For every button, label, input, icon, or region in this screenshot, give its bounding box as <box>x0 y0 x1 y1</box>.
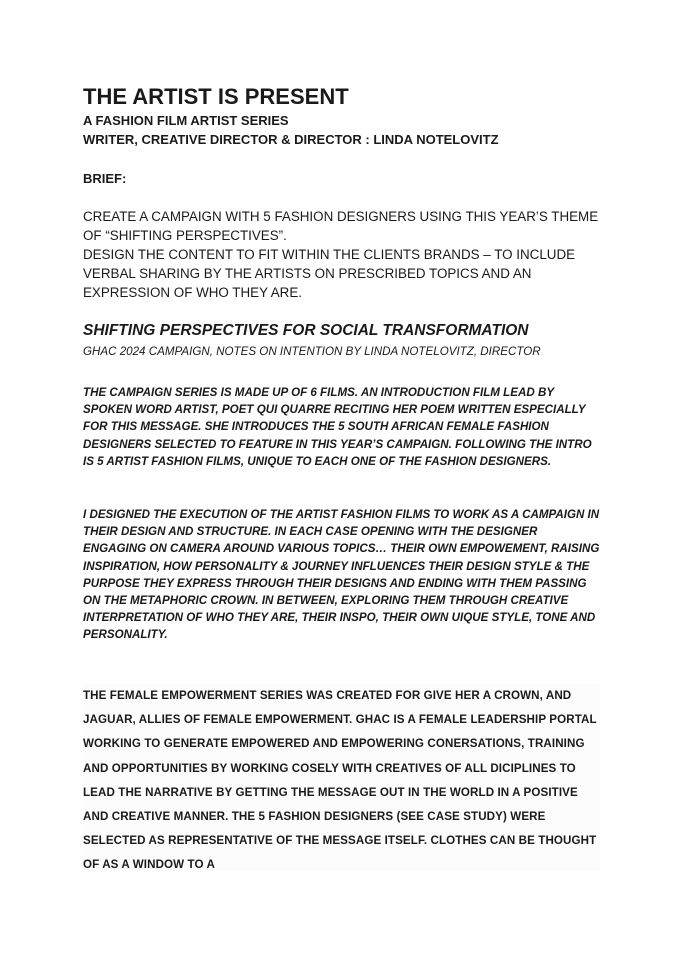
empowerment-paragraph: THE FEMALE EMPOWERMENT SERIES WAS CREATED FOR GIVE HER A CROWN, AND JAGUAR, ALLIES OF FEMALE EMPOWERMENT. GHAC IS A FEMALE LEADERSHIP PORTAL WORKING TO GENERATE EMPOWERED AND EMPOWERING CONERSATIONS, TRAINING AND OPPORTUNITIES BY WORKING COSELY WITH CREATIVES OF ALL DICIPLINES TO LEAD THE NARRATIVE BY GETTING THE MESSAGE OUT IN THE WORLD IN A POSITIVE AND CREATIVE MANNER. THE 5 FASHION DESIGNERS (SEE CASE STUDY) WERE SELECTED AS REPRESENTATIVE OF THE MESSAGE ITSELF. CLOTHES CAN BE THOUGHT OF AS A WINDOW TO A <box>83 684 600 871</box>
brief-paragraph: CREATE A CAMPAIGN WITH 5 FASHION DESIGNERS USING THIS YEAR’S THEME OF “SHIFTING PERSPECTIVES”. <box>83 209 599 243</box>
intention-paragraph: I DESIGNED THE EXECUTION OF THE ARTIST FASHION FILMS TO WORK AS A CAMPAIGN IN THEIR DESIGN AND STRUCTURE. IN EACH CASE OPENING WITH THE DESIGNER ENGAGING ON CAMERA AROUND VARIOUS TOPICS… THEIR OWN EMPOWEMENT, RAISING INSPIRATION, HOW PERSONALITY & JOURNEY INFLUENCES THEIR DESIGN STYLE & THE PURPOSE THEY EXPRESS THROUGH THEIR DESIGNS AND ENDING WITH THEM PASSING ON THE METAPHORIC CROWN. IN BETWEEN, EXPLORING THEM THROUGH CREATIVE INTERPRETATION OF WHO THEY ARE, THEIR INSPO, THEIR OWN UIQUE STYLE, TONE AND PERSONALITY. <box>83 508 600 642</box>
brief-paragraph: DESIGN THE CONTENT TO FIT WITHIN THE CLIENTS BRANDS – TO INCLUDE VERBAL SHARING BY THE ARTISTS ON PRESCRIBED TOPICS AND AN EXPRESSION OF WHO THEY ARE. <box>83 247 576 300</box>
section-heading: SHIFTING PERSPECTIVES FOR SOCIAL TRANSFORMATION <box>83 322 529 339</box>
document-credits: WRITER, CREATIVE DIRECTOR & DIRECTOR : LINDA NOTELOVITZ <box>83 132 499 147</box>
document-subtitle: A FASHION FILM ARTIST SERIES <box>83 113 289 128</box>
brief-label: BRIEF: <box>83 171 127 186</box>
intention-paragraph: THE CAMPAIGN SERIES IS MADE UP OF 6 FILMS. AN INTRODUCTION FILM LEAD BY SPOKEN WORD ARTIST, POET QUI QUARRE RECITING HER POEM WRITTEN ESPECIALLY FOR THIS MESSAGE. SHE INTRODUCES THE 5 SOUTH AFRICAN FEMALE FASHION DESIGNERS SELECTED TO FEATURE IN THIS YEAR’S CAMPAIGN. FOLLOWING THE INTRO IS 5 ARTIST FASHION FILMS, UNIQUE TO EACH ONE OF THE FASHION DESIGNERS. <box>83 386 592 468</box>
document-title: THE ARTIST IS PRESENT <box>83 84 349 109</box>
section-subheading: GHAC 2024 CAMPAIGN, NOTES ON INTENTION BY LINDA NOTELOVITZ, DIRECTOR <box>83 345 541 358</box>
brief-text <box>83 207 603 302</box>
